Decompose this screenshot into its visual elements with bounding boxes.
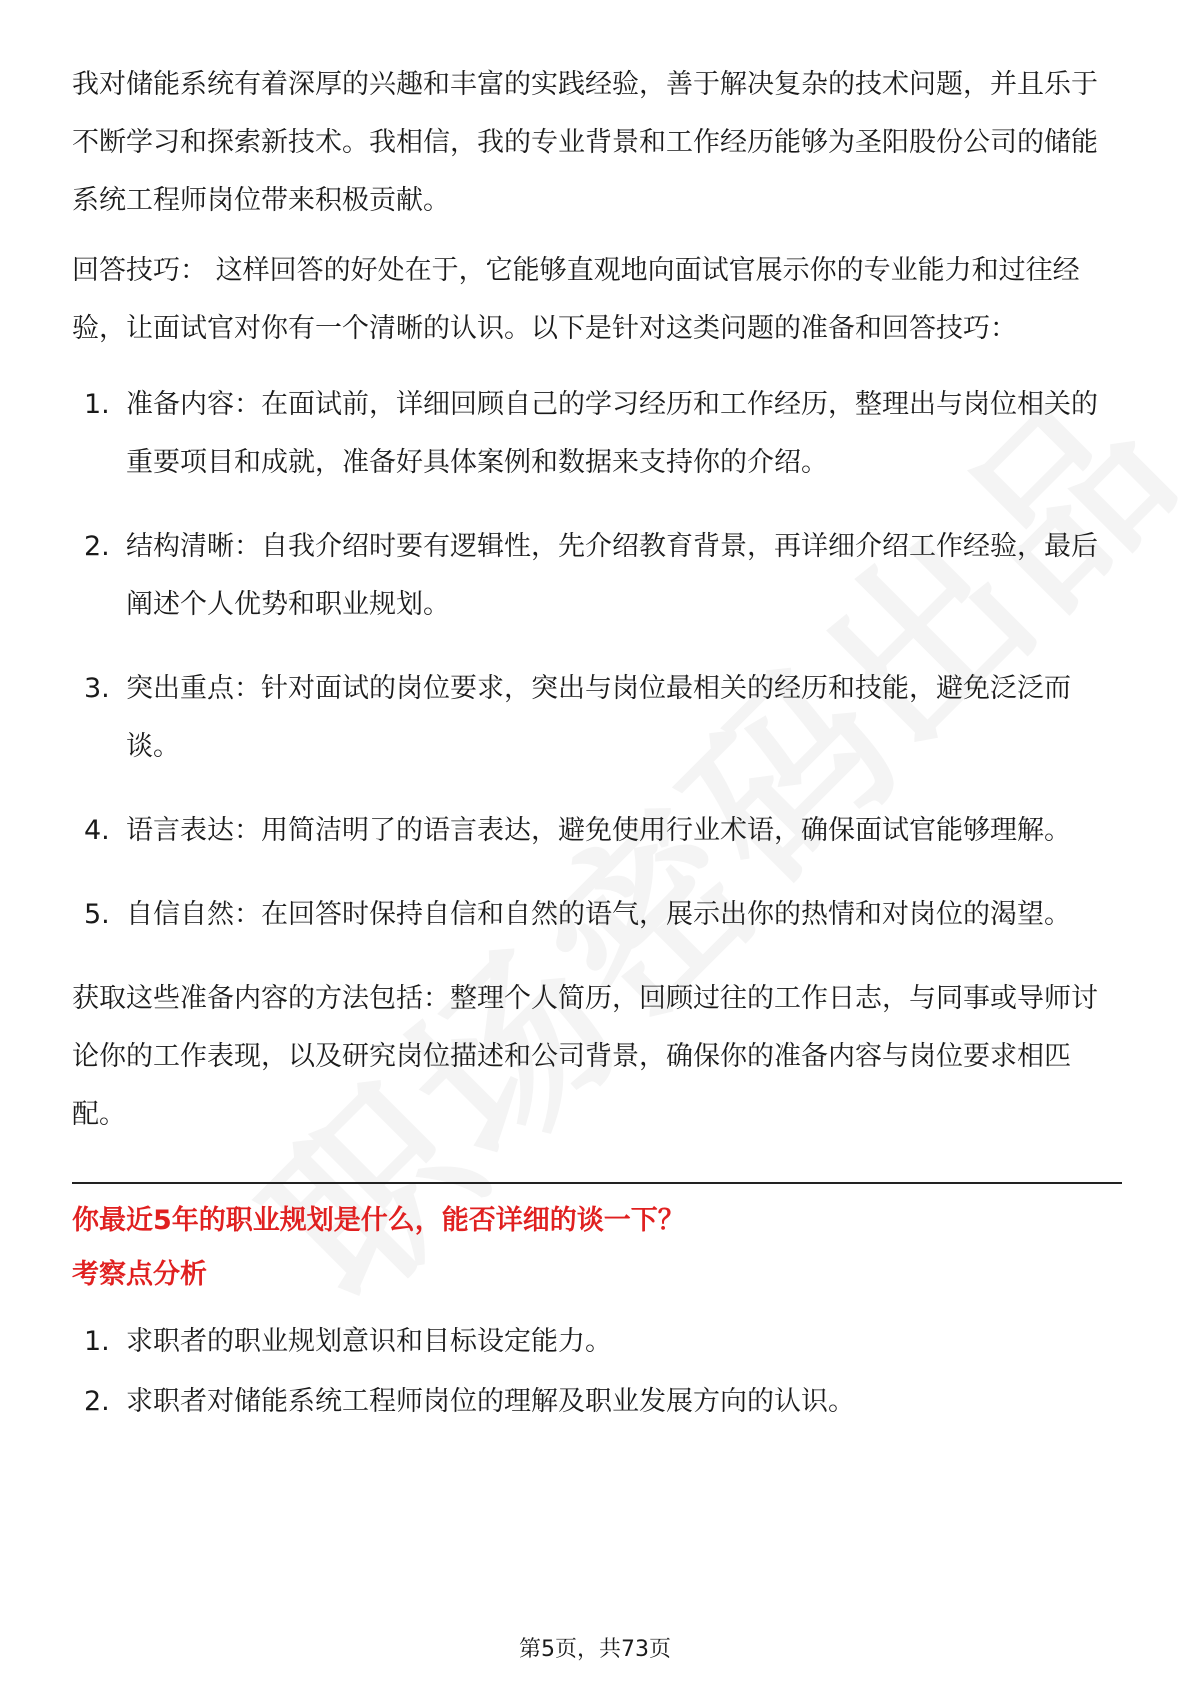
list-item-text: 求职者的职业规划意识和目标设定能力。: [126, 1326, 612, 1357]
list-item: [72, 1312, 1122, 1372]
list-item: [72, 1372, 1122, 1432]
list-item-number: 1.: [84, 1326, 110, 1357]
list-item-text: 语言表达：用简洁明了的语言表达，避免使用行业术语，确保面试官能够理解。: [126, 815, 1071, 846]
list-item: [72, 886, 1122, 944]
list-item: [72, 518, 1122, 634]
list-item-text: 求职者对储能系统工程师岗位的理解及职业发展方向的认识。: [126, 1386, 855, 1417]
tips-paragraph: 回答技巧： 这样回答的好处在于，它能够直观地向面试官展示你的专业能力和过往经验，让面试官对你有一个清晰的认识。以下是针对这类问题的准备和回答技巧：: [72, 255, 1080, 344]
list-item-text: 自信自然：在回答时保持自信和自然的语气，展示出你的热情和对岗位的渴望。: [126, 899, 1071, 930]
list-item-number: 4.: [84, 815, 110, 846]
page-content: [72, 56, 1122, 1432]
analysis-points-list: [72, 1312, 1122, 1432]
list-item-number: 2.: [84, 531, 110, 562]
analysis-heading: 考察点分析: [72, 1259, 207, 1290]
section-divider: [72, 1182, 1122, 1184]
list-item-number: 3.: [84, 673, 110, 704]
list-item-number: 5.: [84, 899, 110, 930]
list-item-number: 2.: [84, 1386, 110, 1417]
list-item-number: 1.: [84, 389, 110, 420]
list-item-text: 结构清晰：自我介绍时要有逻辑性，先介绍教育背景，再详细介绍工作经验，最后阐述个人优势和职业规划。: [126, 531, 1098, 620]
method-paragraph: 获取这些准备内容的方法包括：整理个人简历，回顾过往的工作日志，与同事或导师讨论你的工作表现，以及研究岗位描述和公司背景，确保你的准备内容与岗位要求相匹配。: [72, 983, 1098, 1130]
intro-paragraph: 我对储能系统有着深厚的兴趣和丰富的实践经验，善于解决复杂的技术问题，并且乐于不断学习和探索新技术。我相信，我的专业背景和工作经历能够为圣阳股份公司的储能系统工程师岗位带来积极贡献。: [72, 69, 1098, 216]
question-title: 你最近5年的职业规划是什么，能否详细的谈一下？: [72, 1205, 685, 1236]
list-item-text: 突出重点：针对面试的岗位要求，突出与岗位最相关的经历和技能，避免泛泛而谈。: [126, 673, 1071, 762]
list-item-text: 准备内容：在面试前，详细回顾自己的学习经历和工作经历，整理出与岗位相关的重要项目和成就，准备好具体案例和数据来支持你的介绍。: [126, 389, 1098, 478]
page-footer: 第5页，共73页: [519, 1637, 671, 1662]
list-item: [72, 802, 1122, 860]
tips-list: [72, 376, 1122, 944]
list-item: [72, 376, 1122, 492]
list-item: [72, 660, 1122, 776]
